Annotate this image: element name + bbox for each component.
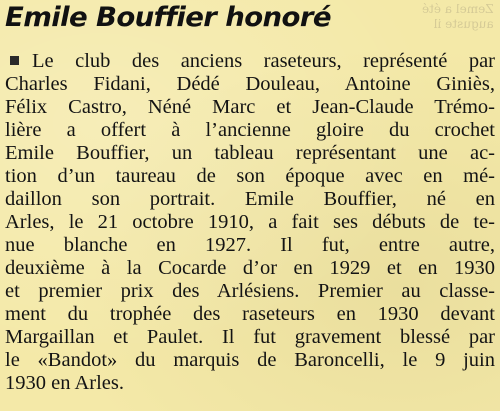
article-body	[5, 50, 495, 395]
bleed-through-text-area	[350, 0, 500, 42]
article-line: deuxième à la Cocarde d’or en 1929 et en 1930	[5, 257, 495, 279]
bleed-through-text: Zemel a été auguste il	[422, 2, 494, 31]
article-line-text: Le club des anciens raseteurs, représenté par	[32, 50, 495, 72]
article-line: lière a offert à l’ancienne gloire du crochet	[5, 119, 495, 141]
article-title: Emile Bouffier honoré	[5, 2, 331, 33]
paragraph-bullet-icon	[10, 56, 19, 65]
article-line: le «Bandot» du marquis de Baroncelli, le 9 juin	[5, 349, 495, 371]
article-line: daillon son portrait. Emile Bouffier, né en	[5, 188, 495, 210]
article-line: tion d’un taureau de son époque avec en mé-	[5, 165, 495, 187]
article-line: Charles Fidani, Dédé Douleau, Antoine Giniès,	[5, 73, 495, 95]
article-line: Margaillan et Paulet. Il fut gravement blessé par	[5, 326, 495, 348]
article-line: ment du trophée des raseteurs en 1930 devant	[5, 303, 495, 325]
article-line: Arles, le 21 octobre 1910, a fait ses débuts de te-	[5, 211, 495, 233]
article-line: 1930 en Arles.	[5, 372, 124, 394]
article-line: Emile Bouffier, un tableau représentant une ac-	[5, 142, 495, 164]
article-line: nue blanche en 1927. Il fut, entre autre,	[5, 234, 495, 256]
article-line: et premier prix des Arlésiens. Premier au classe-	[5, 280, 495, 302]
article-line	[5, 50, 495, 73]
article-line: Félix Castro, Néné Marc et Jean-Claude Trémo-	[5, 96, 495, 118]
